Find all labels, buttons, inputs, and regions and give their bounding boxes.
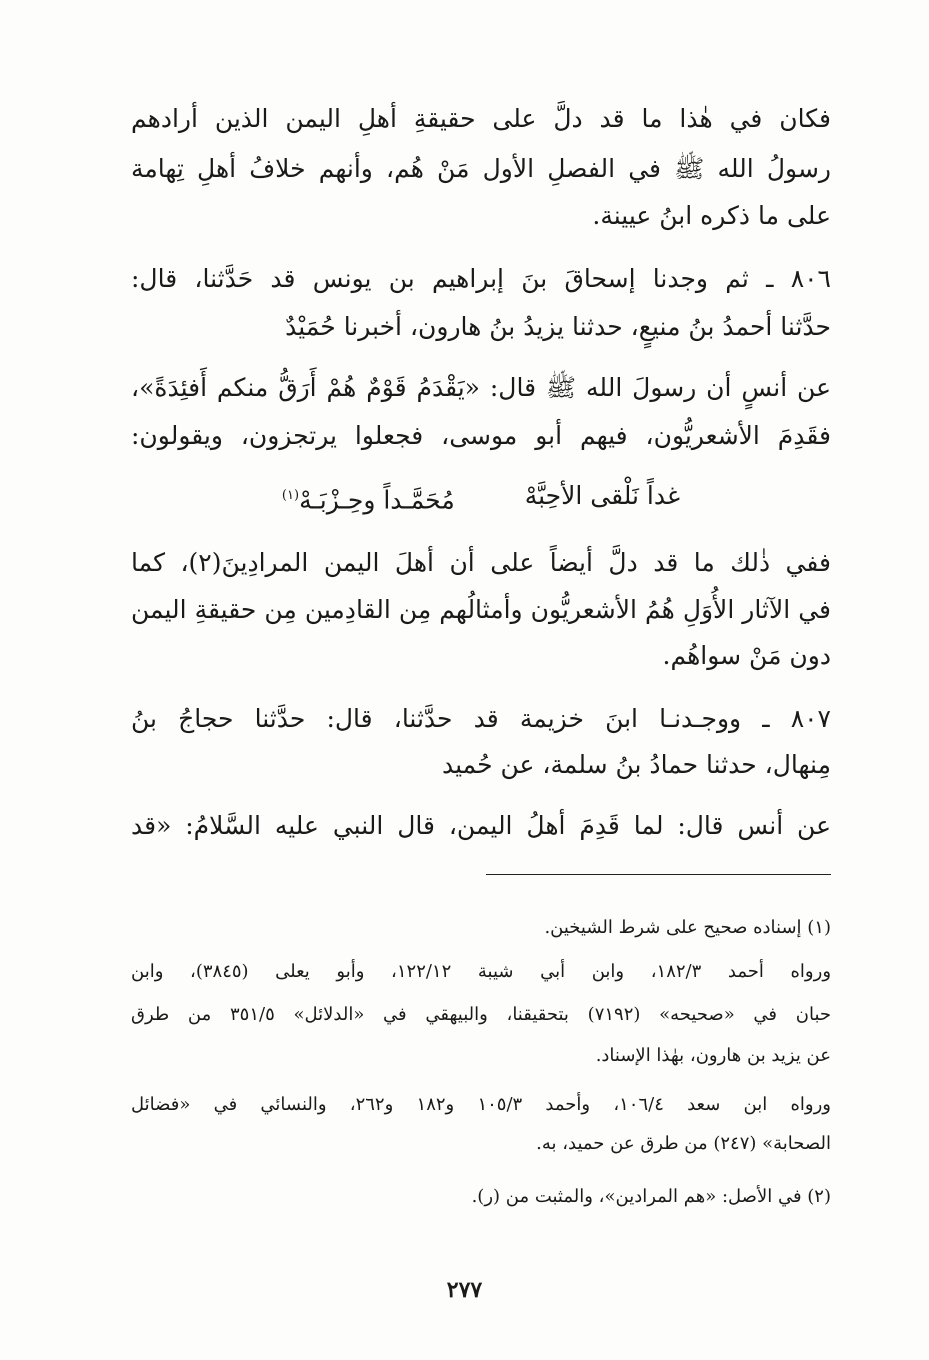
body-line: رسولُ الله ﷺ في الفصلِ الأول مَنْ هُم، وأنهم خلافُ أهلِ تِهامة — [131, 154, 831, 183]
footnote-line: عن يزيد بن هارون، بهٰذا الإسناد. — [595, 1045, 831, 1066]
verse-line — [131, 476, 831, 520]
verse-hemistich-1: غداً نَلْقى الأحِبَّهْ — [524, 481, 681, 510]
hadith-807-line: مِنهال، حدثنا حمادُ بنُ سلمة، عن حُميد — [441, 750, 831, 779]
hadith-807-line: ٨٠٧ ـ ووجـدنـا ابنَ خزيمة قد حدَّثنا، قال: حدَّثنا حجاجُ بنُ — [131, 704, 831, 733]
footnote-line: حبان في «صحيحه» (٧١٩٢) بتحقيقنا، والبيهقي في «الدلائل» ٣٥١/٥ من طرق — [131, 1004, 832, 1025]
footnote-line: الصحابة» (٢٤٧) من طرق عن حميد، به. — [536, 1133, 831, 1154]
footnote-1-head: (١) إسناده صحيح على شرط الشيخين. — [544, 917, 831, 938]
body-line: فكان في هٰذا ما قد دلَّ على حقيقةِ أهلِ اليمن الذين أرادهم — [131, 104, 831, 133]
footnote-line: ورواه أحمد ١٨٢/٣، وابن أبي شيبة ١٢٢/١٢، وأبو يعلى (٣٨٤٥)، وابن — [131, 961, 832, 982]
footnote-line: ورواه ابن سعد ١٠٦/٤، وأحمد ١٠٥/٣ و١٨٢ و٢٦٢، والنسائي في «فضائل — [131, 1094, 831, 1115]
hadith-806-line: حدَّثنا أحمدُ بنُ منيعٍ، حدثنا يزيدُ بنُ هارون، أخبرنا حُمَيْدٌ — [285, 312, 831, 341]
page-number: ٢٧٧ — [446, 1277, 483, 1303]
body-line: عن أنسٍ أن رسولَ الله ﷺ قال: «يَقْدَمُ قَوْمٌ هُمْ أَرَقُّ منكم أَفئِدَةً»، — [131, 373, 831, 402]
body-line: على ما ذكره ابنُ عيينة. — [592, 201, 831, 230]
body-line: دون مَنْ سواهُم. — [662, 641, 831, 670]
body-line: في الآثار الأُوَلِ هُمُ الأشعريُّون وأمثالُهم مِن القادِمين مِن حقيقةِ اليمن — [131, 595, 831, 624]
body-line: عن أنس قال: لما قَدِمَ أهلُ اليمن، قال النبي عليه السَّلامُ: «قد — [131, 811, 831, 840]
footnote-2: (٢) في الأصل: «هم المرادين»، والمثبت من (ر). — [471, 1186, 831, 1207]
footnote-separator — [486, 874, 831, 875]
verse-hemistich-2 — [282, 476, 455, 520]
body-line: فقَدِمَ الأشعريُّون، فيهم أبو موسى، فجعلوا يرتجزون، ويقولون: — [131, 421, 831, 450]
footnote-marker: (١) — [281, 488, 300, 503]
body-line: ففي ذٰلك ما قد دلَّ أيضاً على أن أهلَ اليمن المرادِينَ(٢)، كما — [131, 548, 831, 577]
hadith-806-line: ٨٠٦ ـ ثم وجدنا إسحاقَ بنَ إبراهيم بن يونس قد حَدَّثنا، قال: — [131, 264, 831, 293]
verse-hemistich-2-text: مُحَمَّـداً وحِـزْبَـهْ — [299, 485, 455, 515]
